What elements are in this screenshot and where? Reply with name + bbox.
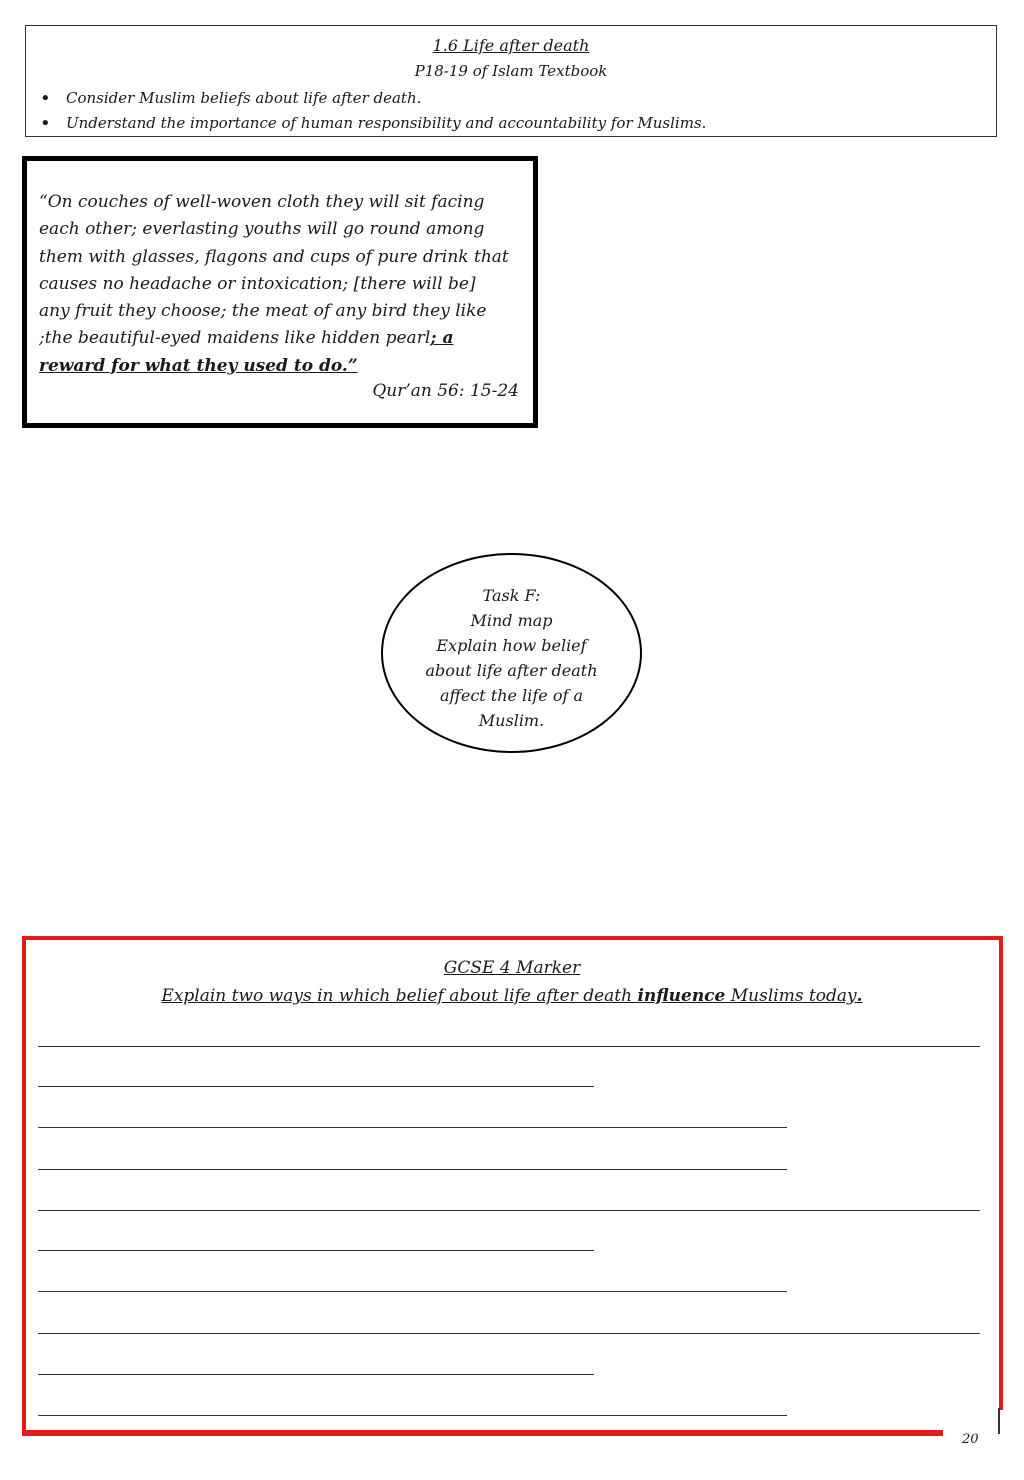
answer-line[interactable] <box>38 1333 980 1334</box>
textbook-reference: P18-19 of Islam Textbook <box>414 62 608 80</box>
question-text: Muslims today <box>725 986 857 1006</box>
quote-reference: Qur’an 56: 15-24 <box>372 381 519 401</box>
gcse-answer-box <box>22 936 1003 1436</box>
task-line: Explain how belief <box>436 636 587 655</box>
task-line: Muslim. <box>478 711 545 730</box>
objective-item: • Understand the importance of human responsibility and accountability for Muslims. <box>38 111 706 136</box>
question-full-stop: . <box>856 986 863 1006</box>
answer-line[interactable] <box>38 1127 787 1128</box>
gcse-title: GCSE 4 Marker <box>443 958 581 978</box>
lesson-title: 1.6 Life after death <box>432 36 590 55</box>
task-f-mind-map <box>381 553 642 753</box>
task-line: affect the life of a <box>440 686 583 705</box>
answer-line[interactable] <box>38 1046 980 1047</box>
answer-line[interactable] <box>38 1210 980 1211</box>
answer-line[interactable] <box>38 1291 787 1292</box>
answer-line[interactable] <box>38 1374 594 1375</box>
gcse-box-corner-line <box>998 1408 1000 1434</box>
quote-text <box>39 189 509 380</box>
answer-line[interactable] <box>38 1250 594 1251</box>
objective-item: • Consider Muslim beliefs about life after death. <box>38 86 706 111</box>
task-line: Task F: <box>482 586 541 605</box>
header-box <box>25 25 997 137</box>
answer-line[interactable] <box>38 1415 787 1416</box>
learning-objectives <box>38 86 706 136</box>
gcse-question <box>0 986 1024 1006</box>
question-text: Explain two ways in which belief about life after death <box>161 986 638 1006</box>
quote-emphasis: ; a reward for what they used to do.” <box>39 328 454 376</box>
quran-quote-box <box>22 156 538 428</box>
answer-line[interactable] <box>38 1086 594 1087</box>
answer-line[interactable] <box>38 1169 787 1170</box>
task-line: about life after death <box>425 661 598 680</box>
task-text <box>383 583 640 733</box>
quote-main: “On couches of well-woven cloth they will sit facing each other; everlasting youths will go round among them with glasses, flagons and cups of pure drink that causes no headache or intoxication; [there will be] any fruit they choose; the meat of any bird they like ;the beautiful-eyed maidens like hidden pearl <box>39 192 509 349</box>
gcse-box-bottom-border <box>22 1430 943 1436</box>
page-number: 20 <box>962 1432 979 1447</box>
task-line: Mind map <box>470 611 553 630</box>
question-emphasis: influence <box>637 986 726 1006</box>
